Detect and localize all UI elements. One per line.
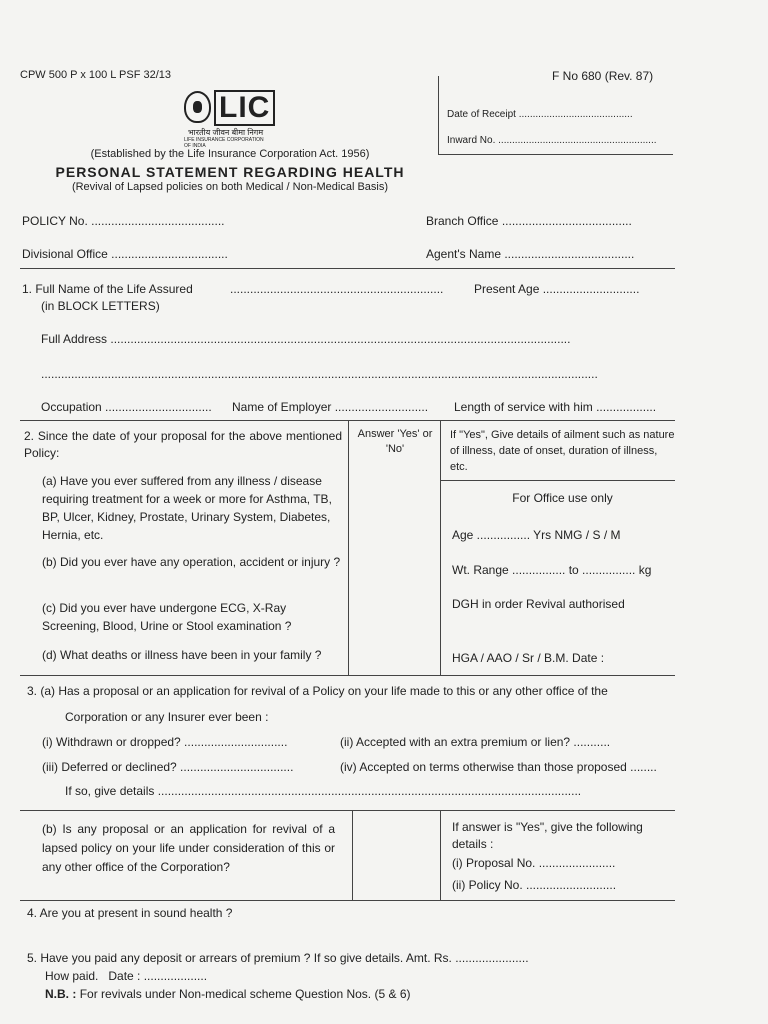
- logo-hindi: भारतीय जीवन बीमा निगम: [188, 128, 264, 137]
- q3b-top-line: [20, 810, 675, 811]
- office-wt-range-field[interactable]: Wt. Range ................ to ................ kg: [452, 563, 652, 577]
- established-note: (Established by the Life Insurance Corporation Act. 1956): [90, 148, 370, 160]
- q3-b-right: If answer is "Yes", give the following details :: [452, 820, 643, 851]
- office-box-left: [438, 76, 439, 154]
- page-title: PERSONAL STATEMENT REGARDING HEALTH: [55, 164, 405, 180]
- form-number: F No 680 (Rev. 87): [552, 69, 654, 83]
- office-hga-field[interactable]: HGA / AAO / Sr / B.M. Date :: [452, 651, 605, 665]
- form-code: CPW 500 P x 100 L PSF 32/13: [20, 69, 172, 81]
- agents-name-field[interactable]: Agent's Name .......................................: [426, 247, 635, 261]
- address-line-2[interactable]: .......................................................................................................................................................................: [41, 367, 598, 381]
- occupation-field[interactable]: Occupation ................................: [41, 400, 212, 414]
- employer-field[interactable]: Name of Employer ............................: [232, 400, 429, 414]
- office-box-bottom: [438, 154, 673, 155]
- date-of-receipt: Date of Receipt .........................................: [447, 109, 633, 120]
- q3-ii-field[interactable]: (ii) Accepted with an extra premium or lien? ...........: [340, 735, 611, 749]
- q3-iv-field[interactable]: (iv) Accepted on terms otherwise than those proposed ........: [340, 760, 657, 774]
- full-address-field[interactable]: Full Address ..........................................................................................................................................: [41, 332, 571, 346]
- inward-no: Inward No. .........................................................: [447, 135, 657, 146]
- q3-iii-field[interactable]: (iii) Deferred or declined? ..................................: [42, 760, 294, 774]
- q3b-col-divider-2: [440, 810, 441, 900]
- page-subtitle: (Revival of Lapsed policies on both Medical / Non-Medical Basis): [71, 181, 389, 193]
- q3b-bottom-line: [20, 900, 675, 901]
- q1-name-field[interactable]: ................................................................: [230, 282, 444, 296]
- q3-i-field[interactable]: (i) Withdrawn or dropped? ...............................: [42, 735, 288, 749]
- branch-office-field[interactable]: Branch Office .......................................: [426, 214, 632, 228]
- lic-emblem-icon: [184, 91, 211, 123]
- q5-line2[interactable]: How paid. Date : ...................: [45, 969, 208, 983]
- logo-english: LIFE INSURANCE CORPORATION OF INDIA: [184, 137, 264, 149]
- lic-logo: [184, 89, 271, 149]
- q2-col-divider-2: [440, 420, 441, 675]
- q3-details-field[interactable]: If so, give details ...............................................................................................................................: [65, 784, 582, 798]
- q3-b-policy-field[interactable]: (ii) Policy No. ...........................: [452, 878, 617, 892]
- present-age-field[interactable]: Present Age .............................: [474, 282, 640, 296]
- nb-note: [45, 987, 410, 1001]
- q3-b-proposal-field[interactable]: (i) Proposal No. .......................: [452, 856, 616, 870]
- policy-no-field[interactable]: POLICY No. ........................................: [22, 214, 225, 228]
- q3-a-line1: 3. (a) Has a proposal or an application for revival of a Policy on your life made to this or any other office of the: [27, 684, 608, 698]
- q2-office-line: [440, 480, 675, 481]
- q2-col-divider-1: [348, 420, 349, 675]
- q2-answer-header: Answer 'Yes' or 'No': [357, 428, 433, 455]
- service-length-field[interactable]: Length of service with him ..................: [454, 400, 657, 414]
- q2-d: (d) What deaths or illness have been in your family ?: [42, 648, 322, 662]
- q1-label: 1. Full Name of the Life Assured: [22, 282, 193, 296]
- q2-a: (a) Have you ever suffered from any illness / disease requiring treatment for a week or more for Asthma, TB, BP, Ulcer, Kidney, Prostate, Urinary System, Diabetes, Hernia, etc.: [42, 474, 332, 542]
- office-age-field[interactable]: Age ................ Yrs NMG / S / M: [452, 528, 621, 542]
- logo-text: LIC: [214, 90, 275, 126]
- q3-a-line2: Corporation or any Insurer ever been :: [65, 710, 269, 724]
- q5-line1[interactable]: 5. Have you paid any deposit or arrears of premium ? If so give details. Amt. Rs. ......................: [27, 951, 529, 965]
- q4: 4. Are you at present in sound health ?: [27, 906, 233, 920]
- office-use-label: For Office use only: [512, 491, 613, 505]
- q2-intro: 2. Since the date of your proposal for the above mentioned Policy:: [24, 429, 342, 460]
- q3b-col-divider-1: [352, 810, 353, 900]
- q2-c: (c) Did you ever have undergone ECG, X-Ray Screening, Blood, Urine or Stool examination ?: [42, 601, 292, 633]
- divisional-office-field[interactable]: Divisional Office ...................................: [22, 247, 228, 261]
- nb-label: N.B. :: [45, 987, 77, 1001]
- q2-b: (b) Did you ever have any operation, accident or injury ?: [42, 555, 341, 569]
- q2-details-header: If "Yes", Give details of ailment such as nature of illness, date of onset, duration of illness, etc.: [450, 429, 675, 473]
- divider: [20, 268, 675, 269]
- block-letters-note: (in BLOCK LETTERS): [41, 299, 160, 313]
- q2-bottom-line: [20, 675, 675, 676]
- q3-b: (b) Is any proposal or an application for revival of a lapsed policy on your life under consideration of this or any other office of the Corporation?: [42, 822, 335, 874]
- office-dgh-field[interactable]: DGH in order Revival authorised: [452, 597, 625, 611]
- nb-text: For revivals under Non-medical scheme Question Nos. (5 & 6): [79, 987, 411, 1001]
